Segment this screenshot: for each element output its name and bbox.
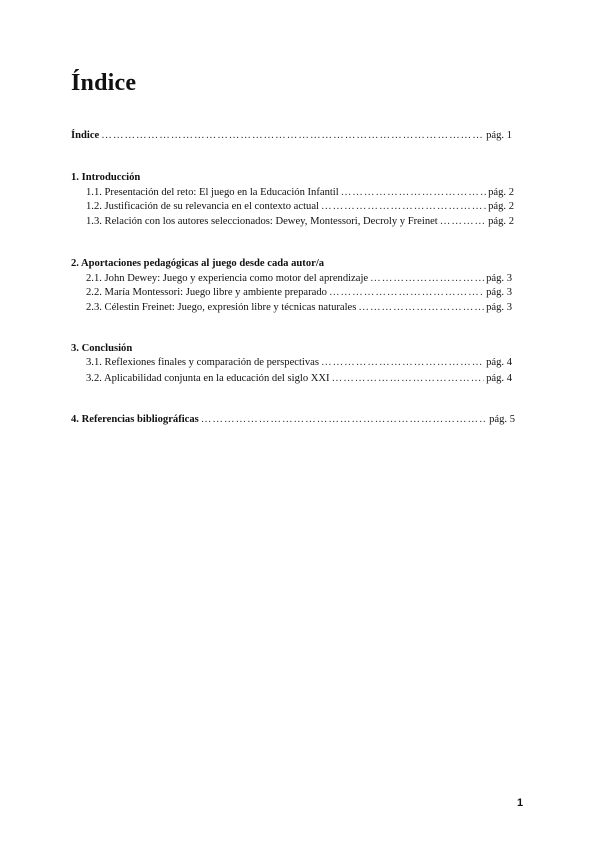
toc-page-ref: pág. 1 [486,130,512,141]
toc-section-heading-2[interactable]: 2. Aportaciones pedagógicas al juego desde cada autor/a [71,258,325,269]
toc-entry-label: 2.2. María Montessori: Juego libre y ambiente preparado [86,287,327,298]
toc-page-ref: pág. 5 [489,414,515,425]
toc-page-ref: pág. 3 [486,273,512,284]
toc-leader-dots [332,372,485,386]
toc-entry-2-2[interactable] [86,286,512,300]
toc-leader-dots [101,129,484,143]
toc-entry-label: 3.1. Reflexiones finales y comparación de perspectivas [86,357,319,368]
page-title: Índice [71,70,137,96]
toc-entry-label: 4. Referencias bibliográficas [71,414,199,425]
toc-entry-label: 3.2. Aplicabilidad conjunta en la educación del siglo XXI [86,373,330,384]
toc-entry-label: 2.1. John Dewey: Juego y experiencia como motor del aprendizaje [86,273,369,284]
toc-entry-1-3[interactable] [86,215,514,229]
toc-entry-2-3[interactable] [86,301,512,315]
toc-leader-dots [440,215,486,229]
toc-entry-label: 1.1. Presentación del reto: El juego en la Educación Infantil [86,187,339,198]
toc-entry-index[interactable] [71,129,512,143]
toc-entry-2-1[interactable] [86,272,512,286]
toc-page-ref: pág. 2 [488,216,514,227]
toc-entry-3-2[interactable] [86,372,512,386]
toc-leader-dots [341,186,486,200]
toc-leader-dots [329,286,484,300]
toc-section-heading-3[interactable]: 3. Conclusión [71,343,133,354]
toc-entry-1-1[interactable] [86,186,514,200]
toc-section-heading-1[interactable]: 1. Introducción [71,172,141,183]
toc-entry-label: 1.2. Justificación de su relevancia en el contexto actual [86,201,319,212]
toc-page-ref: pág. 4 [486,373,512,384]
toc-entry-label: 1.3. Relación con los autores seleccionados: Dewey, Montessori, Decroly y Freinet [86,216,438,227]
toc-entry-label: 2.3. Célestin Freinet: Juego, expresión libre y técnicas naturales [86,302,357,313]
toc-entry-3-1[interactable] [86,356,512,370]
toc-entry-label: Índice [71,130,100,141]
toc-leader-dots [201,413,487,427]
toc-page-ref: pág. 4 [486,357,512,368]
toc-leader-dots [321,356,484,370]
toc-leader-dots [358,301,484,315]
toc-entry-1-2[interactable] [86,200,514,214]
toc-leader-dots [370,272,484,286]
toc-page-ref: pág. 3 [486,287,512,298]
toc-leader-dots [321,200,486,214]
page-number: 1 [517,797,524,809]
toc-entry-references[interactable] [71,413,515,427]
toc-page-ref: pág. 2 [488,201,514,212]
toc-page-ref: pág. 2 [488,187,514,198]
toc-page-ref: pág. 3 [486,302,512,313]
